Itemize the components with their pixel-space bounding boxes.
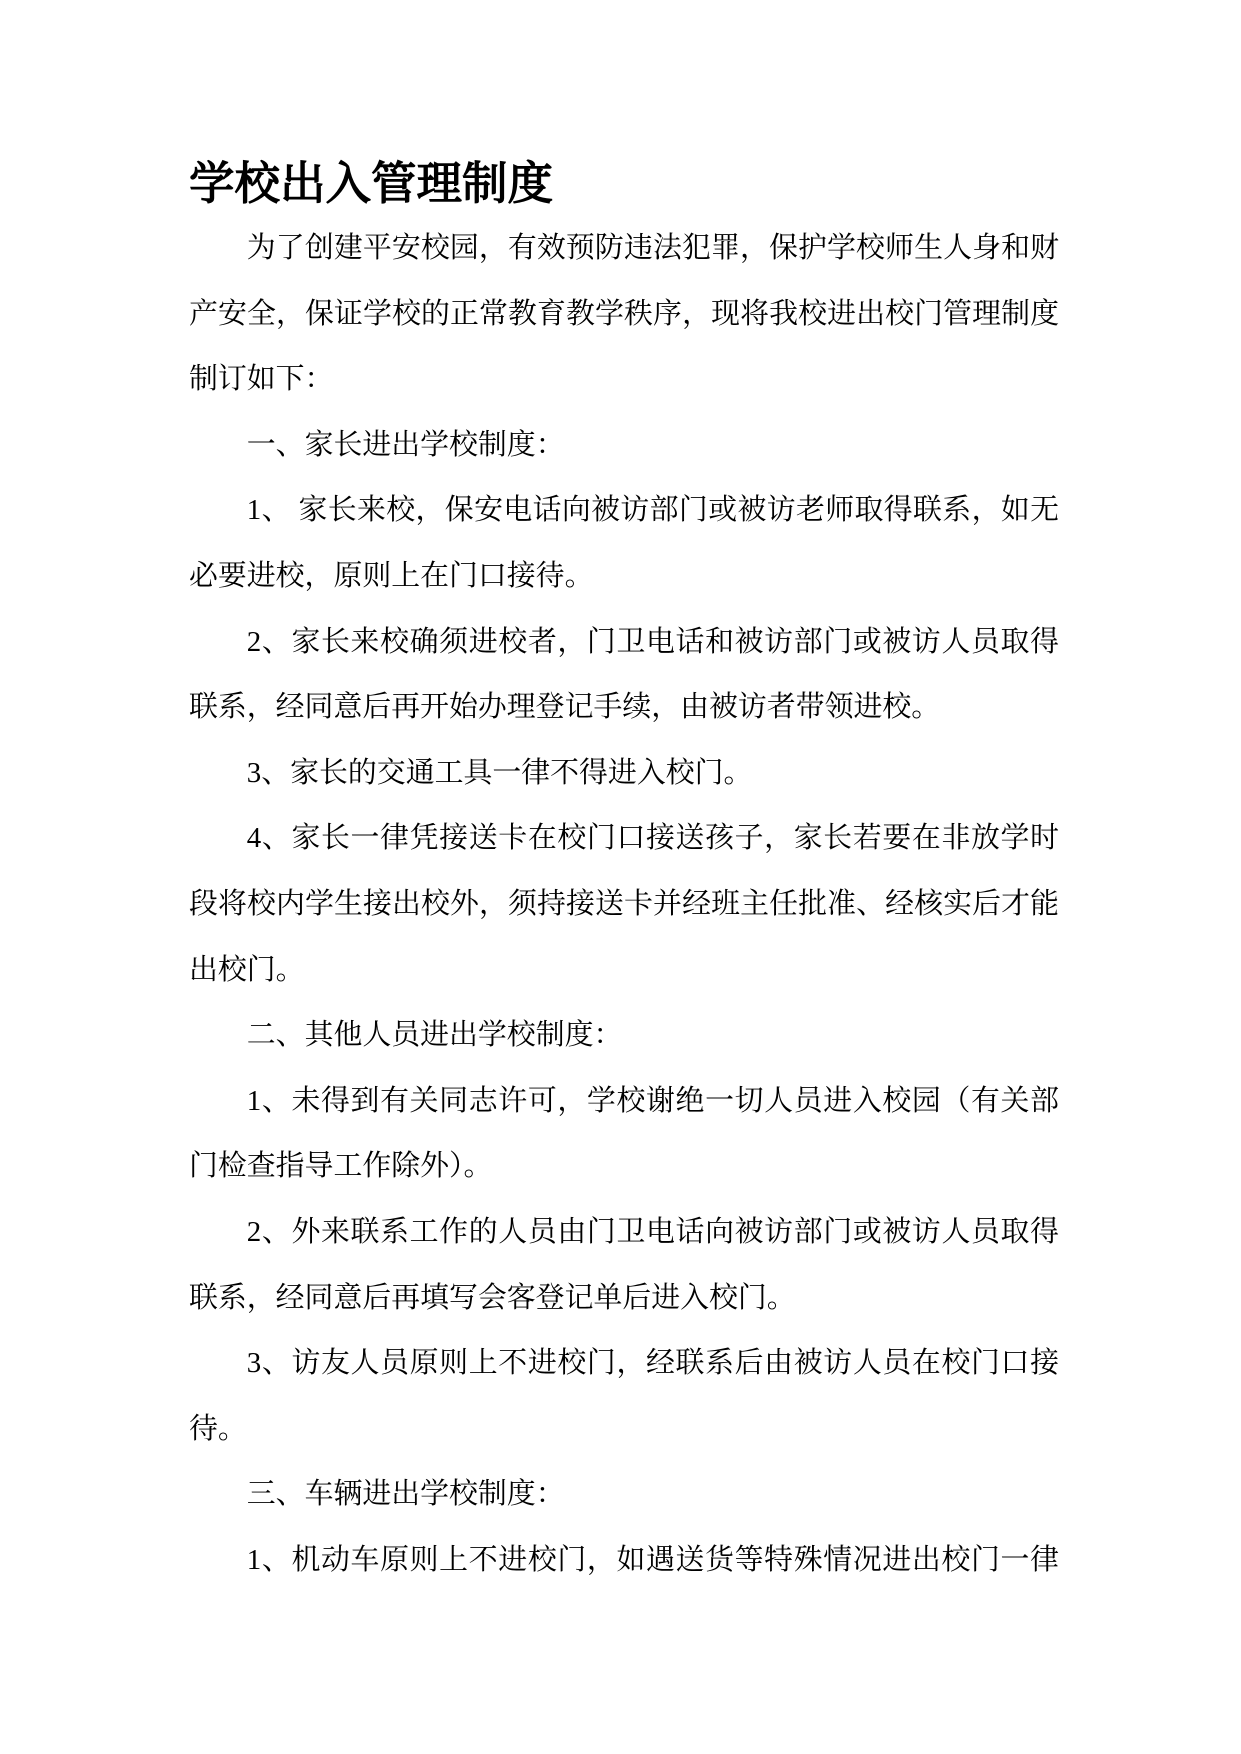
- section-other-visitors: [189, 1003, 1059, 1462]
- list-item: [189, 1200, 1059, 1331]
- intro-paragraph: [189, 216, 1059, 413]
- section-parents: [189, 413, 1059, 1003]
- text-line: 1、未得到有关同志许可，学校谢绝一切人员进入校园（有关部: [246, 1084, 1059, 1117]
- text-line: 制订如下：: [189, 363, 334, 396]
- text-line: 出校门。: [189, 953, 305, 986]
- list-item: [189, 806, 1059, 1003]
- text-line: 为了创建平安校园，有效预防违法犯罪，保护学校师生人身和财: [246, 232, 1059, 264]
- text-line: 2、家长来校确须进校者，门卫电话和被访部门或被访人员取得: [246, 625, 1059, 658]
- text-line: 3、家长的交通工具一律不得进入校门。: [246, 756, 753, 789]
- text-line: 3、访友人员原则上不进校门，经联系后由被访人员在校门口接: [246, 1347, 1059, 1380]
- list-item: [189, 1528, 1059, 1594]
- section-vehicles: [189, 1462, 1059, 1593]
- text-line: 2、外来联系工作的人员由门卫电话向被访部门或被访人员取得: [246, 1215, 1059, 1248]
- section-heading: 一、家长进出学校制度：: [246, 428, 565, 461]
- list-item: [189, 478, 1059, 609]
- text-line: 1、 家长来校，保安电话向被访部门或被访老师取得联系，如无: [246, 494, 1059, 527]
- text-line: 必要进校，原则上在门口接待。: [189, 559, 594, 592]
- text-line: 联系，经同意后再开始办理登记手续，由被访者带领进校。: [189, 691, 941, 724]
- text-line: 1、机动车原则上不进校门，如遇送货等特殊情况进出校门一律: [246, 1543, 1059, 1576]
- text-line: 段将校内学生接出校外，须持接送卡并经班主任批准、经核实后才能: [189, 887, 1059, 920]
- section-heading: 二、其他人员进出学校制度：: [246, 1019, 623, 1052]
- section-heading: 三、车辆进出学校制度：: [246, 1478, 565, 1511]
- list-item: [189, 610, 1059, 741]
- list-item: [189, 1069, 1059, 1200]
- text-line: 产安全，保证学校的正常教育教学秩序，现将我校进出校门管理制度: [189, 297, 1059, 330]
- text-line: 待。: [189, 1412, 247, 1445]
- text-line: 联系，经同意后再填写会客登记单后进入校门。: [189, 1281, 796, 1314]
- document-title: 学校出入管理制度: [189, 157, 554, 210]
- list-item: [189, 741, 1059, 807]
- list-item: [189, 1331, 1059, 1462]
- text-line: 4、家长一律凭接送卡在校门口接送孩子，家长若要在非放学时: [246, 822, 1059, 855]
- text-line: 门检查指导工作除外）。: [189, 1150, 493, 1183]
- document-body: [189, 152, 1059, 1593]
